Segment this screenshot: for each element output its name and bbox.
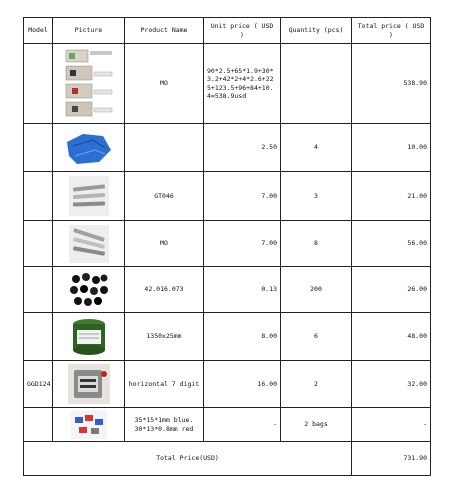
total-price-cell: 26.00 [352, 267, 431, 313]
table-row [24, 44, 431, 124]
product-name-cell: GT046 [125, 172, 204, 221]
table-row [24, 313, 431, 361]
total-price-cell: - [352, 408, 431, 442]
table-row [24, 172, 431, 221]
invoice-table [23, 17, 431, 476]
total-price-cell: 538.90 [352, 44, 431, 124]
unit-price-cell: 16.00 [204, 361, 281, 408]
picture-cell [53, 267, 125, 313]
model-cell [24, 44, 53, 124]
table-row [24, 361, 431, 408]
grand-total-value: 731.90 [352, 442, 431, 476]
model-cell [24, 313, 53, 361]
model-cell [24, 221, 53, 267]
model-cell: GGD124 [24, 361, 53, 408]
header-unit-price: Unit price ( USD ) [204, 18, 281, 44]
drawer-slide-assembly-image [62, 48, 116, 120]
header-picture: Picture [53, 18, 125, 44]
header-row [24, 18, 431, 44]
product-name-cell: MO [125, 221, 204, 267]
numbering-stamp-device-image [68, 364, 110, 404]
product-name-cell: MO [125, 44, 204, 124]
total-price-cell: 21.00 [352, 172, 431, 221]
unit-price-cell: 7.00 [204, 172, 281, 221]
quantity-cell: 8 [281, 221, 352, 267]
quantity-cell: 6 [281, 313, 352, 361]
blue-cloth-image [63, 128, 115, 168]
product-name-cell: 42.016.073 [125, 267, 204, 313]
picture-cell [53, 172, 125, 221]
unit-price-cell: 0.13 [204, 267, 281, 313]
model-cell [24, 172, 53, 221]
quantity-cell: 2 bags [281, 408, 352, 442]
total-price-cell: 10.00 [352, 124, 431, 172]
unit-price-cell: 7.00 [204, 221, 281, 267]
header-product-name: Product Name [125, 18, 204, 44]
unit-price-cell: - [204, 408, 281, 442]
black-rubber-parts-image [68, 271, 110, 309]
table-row [24, 267, 431, 313]
picture-cell [53, 221, 125, 267]
picture-cell [53, 313, 125, 361]
header-total-price: Total price ( USD ) [352, 18, 431, 44]
total-price-cell: 48.00 [352, 313, 431, 361]
metal-slide-rails-image [69, 225, 109, 263]
picture-cell [53, 408, 125, 442]
picture-cell [53, 44, 125, 124]
total-price-cell: 32.00 [352, 361, 431, 408]
table-row [24, 124, 431, 172]
quantity-cell [281, 44, 352, 124]
colored-small-parts-image [71, 411, 107, 439]
model-cell [24, 124, 53, 172]
model-cell [24, 408, 53, 442]
green-tape-roll-image [70, 316, 108, 358]
table-row [24, 221, 431, 267]
picture-cell [53, 361, 125, 408]
unit-price-cell: 90*2.5+65*1.9+30*3.2+42*2+4*2.6+225+123.5+96+84+10.4=538.9usd [204, 44, 281, 124]
picture-cell [53, 124, 125, 172]
header-quantity: Quantity (pcs) [281, 18, 352, 44]
product-name-cell: horizontal 7 digit [125, 361, 204, 408]
model-cell [24, 267, 53, 313]
header-model: Model [24, 18, 53, 44]
product-name-cell [125, 124, 204, 172]
quantity-cell: 3 [281, 172, 352, 221]
total-price-cell: 56.00 [352, 221, 431, 267]
product-name-cell: 35*15*1mm blue. 30*13*0.8mm red [125, 408, 204, 442]
quantity-cell: 200 [281, 267, 352, 313]
unit-price-cell: 2.50 [204, 124, 281, 172]
product-name-cell: 1350x25mm [125, 313, 204, 361]
quantity-cell: 4 [281, 124, 352, 172]
total-price-label: Total Price(USD) [24, 442, 352, 476]
table-row [24, 408, 431, 442]
quantity-cell: 2 [281, 361, 352, 408]
unit-price-cell: 8.00 [204, 313, 281, 361]
metal-slide-rails-image [69, 176, 109, 216]
total-row [24, 442, 431, 476]
